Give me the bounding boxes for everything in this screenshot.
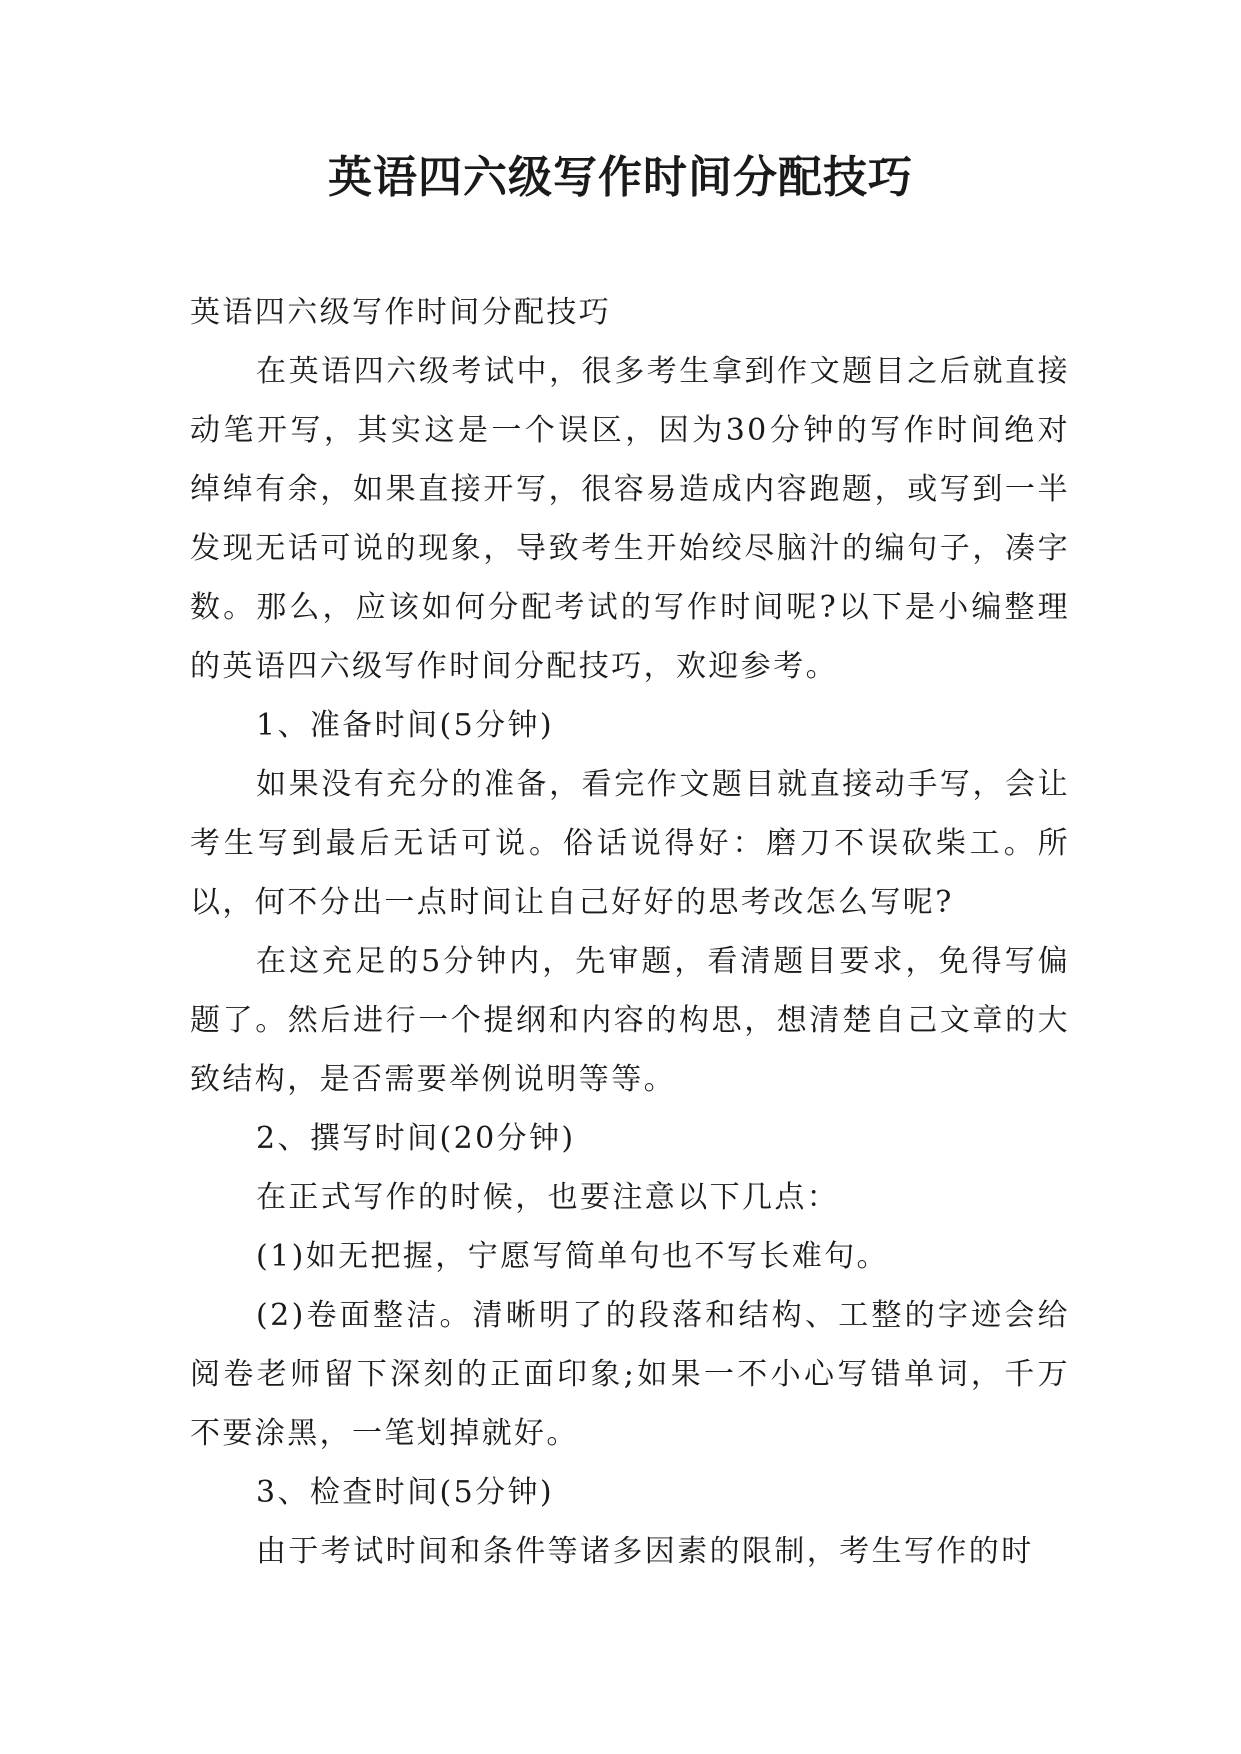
paragraph: 在这充足的5分钟内，先审题，看清题目要求，免得写偏题了。然后进行一个提纲和内容的构思，想清楚自己文章的大致结构，是否需要举例说明等等。	[190, 944, 1070, 1097]
list-item: (1)如无把握，宁愿写简单句也不写长难句。	[256, 1239, 889, 1274]
paragraph: 在英语四六级考试中，很多考生拿到作文题目之后就直接动笔开写，其实这是一个误区，因为30分钟的写作时间绝对绰绰有余，如果直接开写，很容易造成内容跑题，或写到一半发现无话可说的现象，导致考生开始绞尽脑汁的编句子，凑字数。那么，应该如何分配考试的写作时间呢?以下是小编整理的英语四六级写作时间分配技巧，欢迎参考。	[190, 354, 1070, 684]
document-body	[190, 283, 1070, 1581]
section-heading: 2、撰写时间(20分钟)	[256, 1121, 576, 1156]
paragraph: 在正式写作的时候，也要注意以下几点：	[256, 1180, 840, 1215]
paragraph: 英语四六级写作时间分配技巧	[190, 295, 612, 330]
page-title: 英语四六级写作时间分配技巧	[328, 152, 913, 203]
section-heading: 1、准备时间(5分钟)	[256, 708, 554, 743]
list-item: (2)卷面整洁。清晰明了的段落和结构、工整的字迹会给阅卷老师留下深刻的正面印象;如果一不小心写错单词，千万不要涂黑，一笔划掉就好。	[190, 1298, 1070, 1451]
paragraph: 如果没有充分的准备，看完作文题目就直接动手写，会让考生写到最后无话可说。俗话说得好：磨刀不误砍柴工。所以，何不分出一点时间让自己好好的思考改怎么写呢?	[190, 767, 1070, 920]
paragraph: 由于考试时间和条件等诸多因素的限制，考生写作的时	[256, 1534, 1034, 1569]
section-heading: 3、检查时间(5分钟)	[256, 1475, 554, 1510]
